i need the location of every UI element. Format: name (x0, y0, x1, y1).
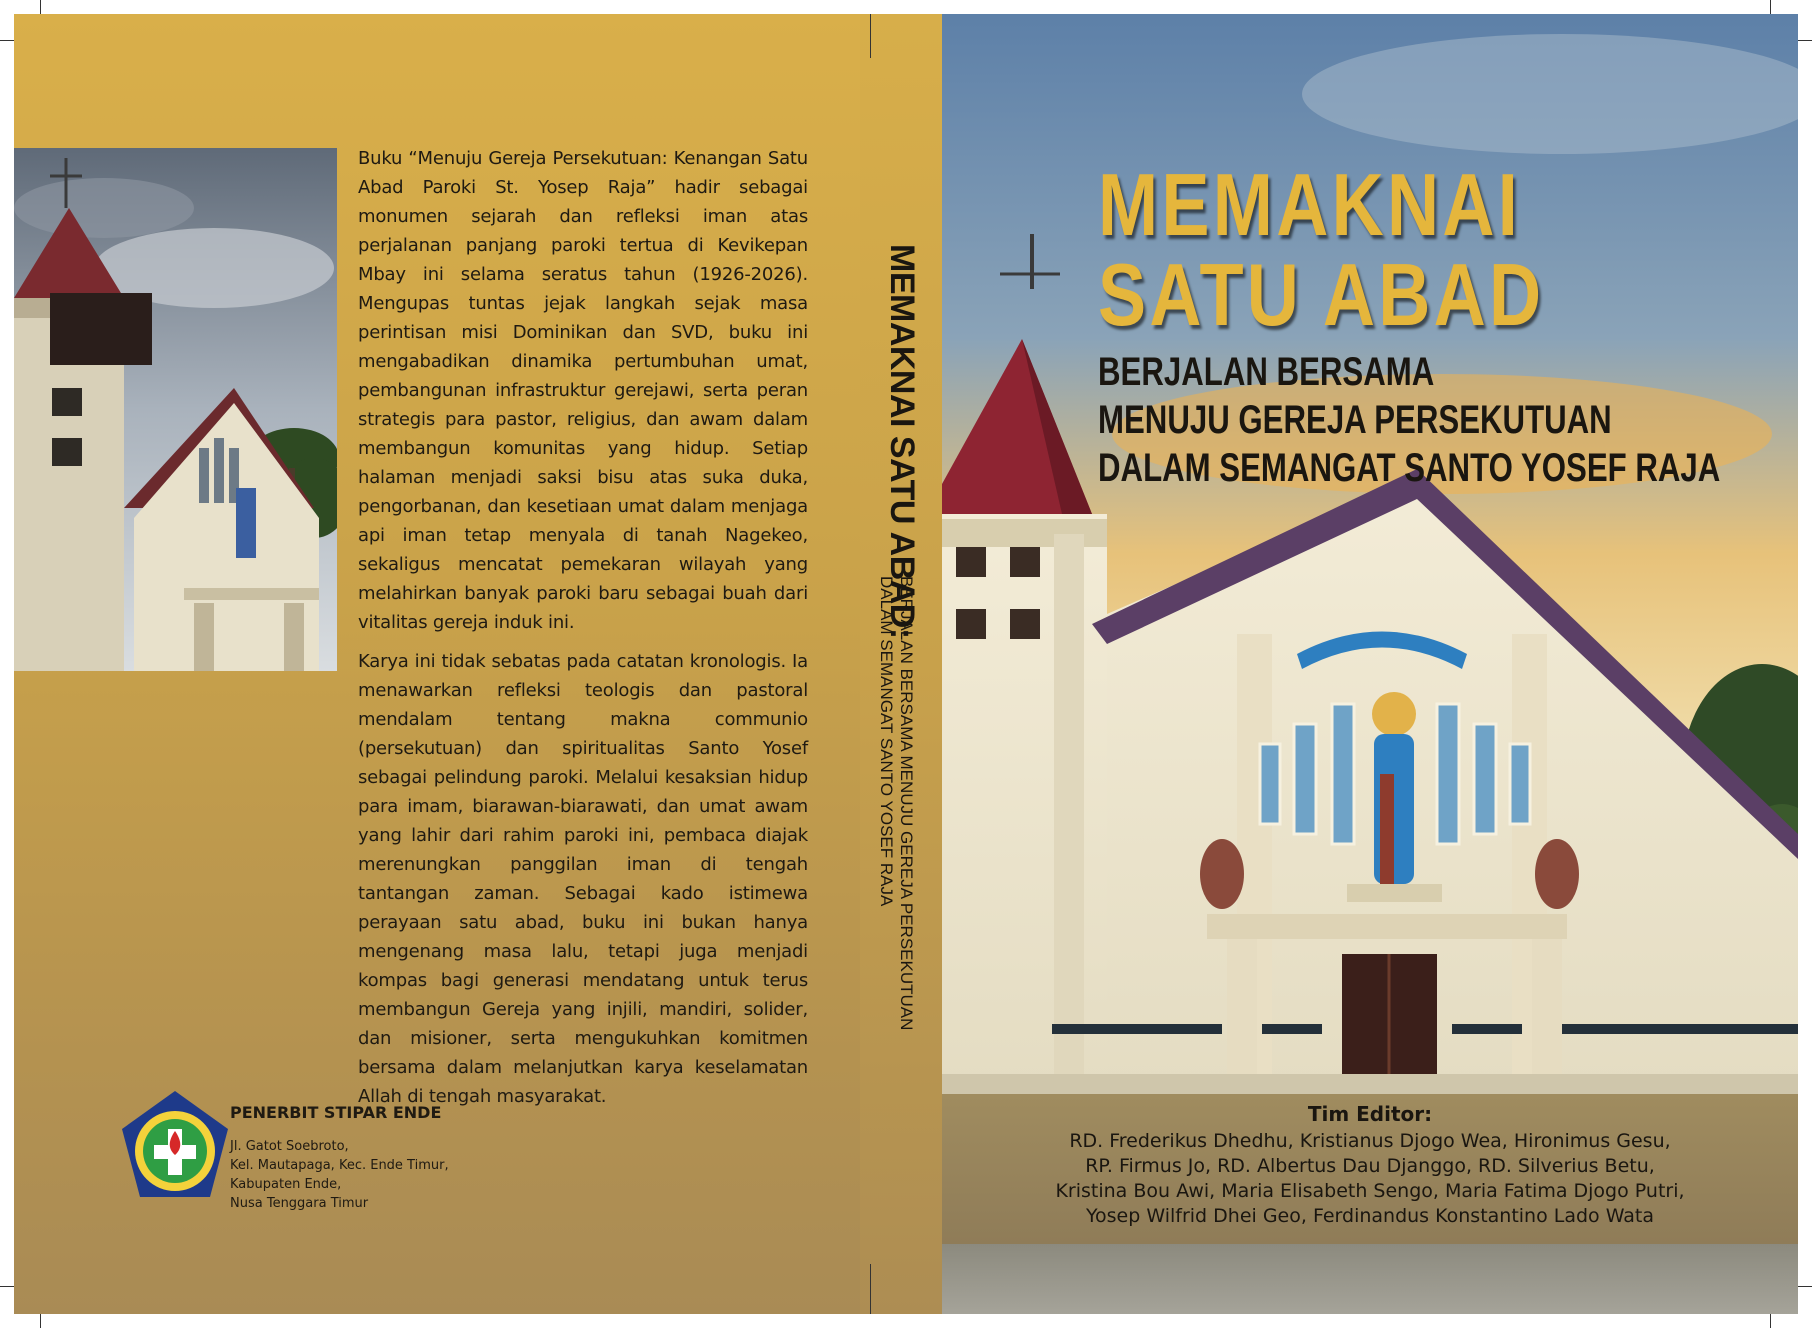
ground-area (942, 1244, 1798, 1314)
spine-title: MEMAKNAI SATU ABAD: (883, 244, 921, 639)
spine-subtitle-line: DALAM SEMANGAT SANTO YOSEF RAJA (877, 576, 896, 907)
cover-subtitle-line: BERJALAN BERSAMA (1098, 350, 1435, 394)
spine-subtitle-line: BERJALAN BERSAMA MENUJU GEREJA PERSEKUTUAN (897, 576, 916, 1031)
spine-fold-mark (870, 1264, 871, 1314)
editor-names-line: RD. Frederikus Dhedhu, Kristianus Djogo Wea, Hironimus Gesu, (1069, 1130, 1671, 1152)
publisher-address-line: Kabupaten Ende, (230, 1177, 342, 1192)
editor-names-line: Kristina Bou Awi, Maria Elisabeth Sengo, Maria Fatima Djogo Putri, (1055, 1180, 1685, 1202)
stipar-logo-icon (118, 1089, 232, 1203)
cover-subtitle-line: MENUJU GEREJA PERSEKUTUAN (1098, 398, 1612, 442)
spine-fold-mark (870, 14, 871, 58)
publisher-address-line: Jl. Gatot Soebroto, (230, 1139, 349, 1154)
editor-label: Tim Editor: (1307, 1102, 1433, 1126)
front-cover (942, 14, 1798, 1314)
publisher-address-line: Kel. Mautapaga, Kec. Ende Timur, (230, 1158, 449, 1173)
cover-subtitle-line: DALAM SEMANGAT SANTO YOSEF RAJA (1098, 446, 1721, 490)
church-illustration (14, 148, 337, 671)
publisher-address-line: Nusa Tenggara Timur (230, 1196, 369, 1211)
blurb-paragraph: Buku “Menuju Gereja Persekutuan: Kenangan Satu Abad Paroki St. Yosep Raja” hadir sebagai monumen sejarah dan refleksi iman atas perjalanan panjang paroki tertua di Kevikepan Mbay ini selama seratus tahun (1926-2026). Mengupas tuntas jejak langkah sejak masa perintisan misi Dominikan dan SVD, buku ini mengabadikan dinamika pertumbuhan umat, pembangunan infrastruktur gerejawi, serta peran strategis para pastor, religius, dan awam dalam membangun komunitas yang hidup. Setiap halaman menjadi saksi bisu atas suka duka, pengorbanan, dan kesetiaan umat dalam menjaga api iman tetap menyala di tanah Nagekeo, sekaligus mencatat pemekaran wilayah yang melahirkan banyak paroki baru sebagai buah dari vitalitas gereja induk ini. (358, 148, 808, 633)
cover-title-line: MEMAKNAI (1098, 155, 1522, 254)
book-spine (860, 14, 942, 1314)
cover-title-line: SATU ABAD (1098, 245, 1545, 344)
blurb-paragraph: Karya ini tidak sebatas pada catatan kronologis. Ia menawarkan refleksi teologis dan pastoral mendalam tentang makna communio (persekutuan) dan spiritualitas Santo Yosef sebagai pelindung paroki. Melalui kesaksian hidup para imam, biarawan-biarawati, dan umat awam yang lahir dari rahim paroki ini, pembaca diajak merenungkan panggilan iman di tengah tantangan zaman. Sebagai kado istimewa perayaan satu abad, buku ini bukan hanya mengenang masa lalu, tetapi juga menjadi kompas bagi generasi mendatang untuk terus membangun Gereja yang injili, mandiri, solider, dan misioner, serta mengukuhkan komitmen bersama dalam melanjutkan karya keselamatan Allah di tengah masyarakat. (358, 651, 808, 1107)
publisher-name: PENERBIT STIPAR ENDE (230, 1103, 442, 1122)
back-blurb (358, 144, 808, 1121)
back-church-photo (14, 148, 337, 671)
editor-names-line: Yosep Wilfrid Dhei Geo, Ferdinandus Konstantino Lado Wata (1085, 1205, 1655, 1227)
editor-names-line: RP. Firmus Jo, RD. Albertus Dau Djanggo, RD. Silverius Betu, (1085, 1155, 1655, 1177)
